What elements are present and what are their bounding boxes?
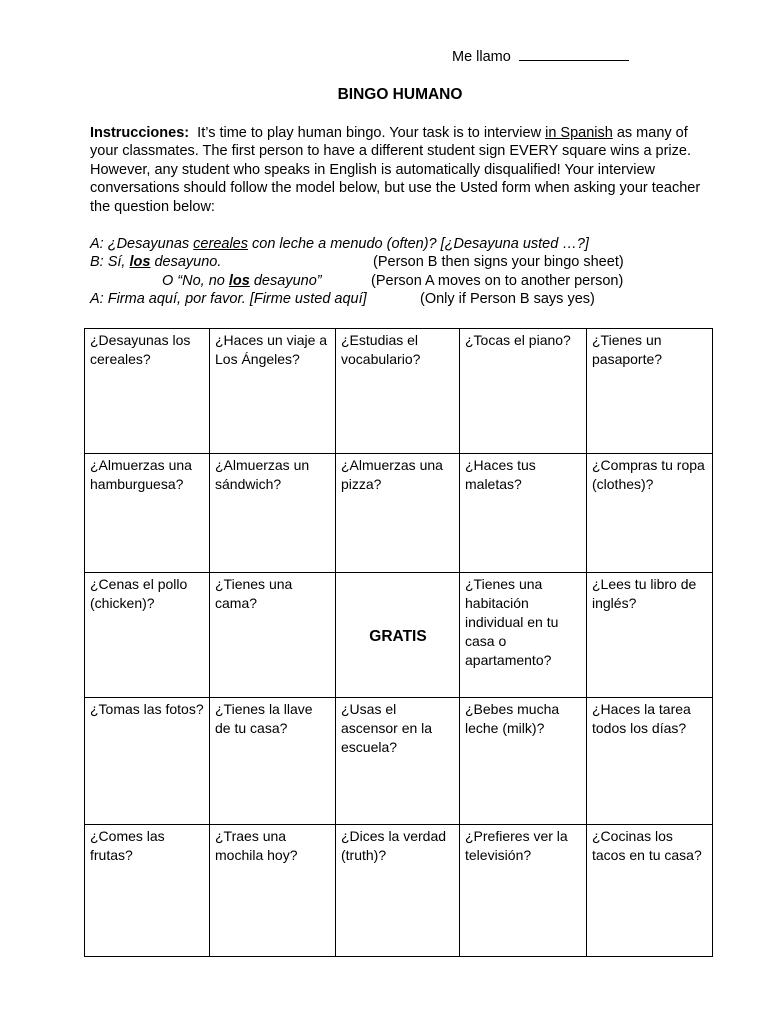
dialog-text: desayuno. bbox=[150, 254, 222, 271]
dialog-text: con leche a menudo (often)? [¿Desayuna usted …?] bbox=[247, 236, 589, 252]
bingo-square[interactable]: ¿Bebes mucha leche (milk)? bbox=[460, 698, 587, 825]
dialog-text: desayuno” bbox=[249, 272, 322, 289]
bingo-square[interactable]: ¿Cocinas los tacos en tu casa? bbox=[587, 825, 713, 957]
dialog-line-a1 bbox=[90, 235, 589, 253]
bingo-square[interactable]: ¿Almuerzas un sándwich? bbox=[210, 454, 336, 573]
instructions-text: It’s time to play human bingo. Your task is to interview bbox=[197, 125, 546, 141]
name-label: Me llamo bbox=[452, 49, 511, 65]
bingo-row bbox=[85, 573, 713, 698]
instructions-underlined: in Spanish bbox=[545, 125, 613, 141]
dialog-text: A: ¿Desayunas bbox=[90, 236, 194, 252]
bingo-square[interactable]: ¿Cenas el pollo (chicken)? bbox=[85, 573, 210, 698]
instructions bbox=[90, 124, 730, 216]
free-square[interactable]: GRATIS bbox=[336, 573, 460, 698]
bingo-square[interactable]: ¿Lees tu libro de inglés? bbox=[587, 573, 713, 698]
bingo-square[interactable]: ¿Compras tu ropa (clothes)? bbox=[587, 454, 713, 573]
bingo-square[interactable]: ¿Dices la verdad (truth)? bbox=[336, 825, 460, 957]
dialog-line-b2 bbox=[90, 272, 624, 290]
bingo-square[interactable]: ¿Almuerzas una hamburguesa? bbox=[85, 454, 210, 573]
page-title: BINGO HUMANO bbox=[337, 86, 463, 103]
bingo-square[interactable]: ¿Haces un viaje a Los Ángeles? bbox=[210, 329, 336, 454]
dialog-line-b1 bbox=[90, 253, 624, 271]
instructions-line-2: your classmates. The first person to have a different student sign EVERY square wins a prize. bbox=[90, 143, 691, 160]
name-blank-line[interactable] bbox=[519, 46, 629, 61]
bingo-square[interactable]: ¿Comes las frutas? bbox=[85, 825, 210, 957]
bingo-square[interactable]: ¿Tienes una cama? bbox=[210, 573, 336, 698]
bingo-square[interactable]: ¿Tomas las fotos? bbox=[85, 698, 210, 825]
bingo-grid bbox=[84, 328, 713, 957]
dialog-text: A: Firma aquí, por favor. [Firme usted aquí] bbox=[90, 290, 367, 307]
instructions-line-3: However, any student who speaks in English is automatically disqualified! Your interview bbox=[90, 161, 656, 178]
bingo-square[interactable]: ¿Usas el ascensor en la escuela? bbox=[336, 698, 460, 825]
instructions-text: as many of bbox=[612, 125, 688, 141]
bingo-square[interactable]: ¿Almuerzas una pizza? bbox=[336, 454, 460, 573]
bingo-row bbox=[85, 825, 713, 957]
instructions-line-5: the question below: bbox=[90, 198, 215, 215]
dialog-line-a2 bbox=[90, 290, 595, 308]
bingo-square[interactable]: ¿Desayunas los cereales? bbox=[85, 329, 210, 454]
bingo-square[interactable]: ¿Haces tus maletas? bbox=[460, 454, 587, 573]
bingo-square[interactable]: ¿Haces la tarea todos los días? bbox=[587, 698, 713, 825]
dialog-emphasis: los bbox=[228, 272, 250, 289]
dialog-note: (Only if Person B says yes) bbox=[420, 290, 595, 307]
dialog-text: B: Sí, bbox=[90, 254, 130, 271]
bingo-square[interactable]: ¿Estudias el vocabulario? bbox=[336, 329, 460, 454]
dialog-underlined: cereales bbox=[193, 236, 248, 252]
model-dialog bbox=[90, 235, 624, 308]
dialog-emphasis: los bbox=[129, 254, 151, 271]
instructions-line-4: conversations should follow the model below, but use the Usted form when asking your teacher bbox=[90, 180, 701, 197]
bingo-square[interactable]: ¿Tocas el piano? bbox=[460, 329, 587, 454]
dialog-note: (Person B then signs your bingo sheet) bbox=[373, 254, 624, 271]
bingo-square[interactable]: ¿Tienes una habitación individual en tu casa o apartamento? bbox=[460, 573, 587, 698]
instructions-label: Instrucciones: bbox=[90, 125, 190, 141]
dialog-note: (Person A moves on to another person) bbox=[371, 272, 624, 289]
bingo-row bbox=[85, 454, 713, 573]
bingo-square[interactable]: ¿Tienes un pasaporte? bbox=[587, 329, 713, 454]
bingo-square[interactable]: ¿Tienes la llave de tu casa? bbox=[210, 698, 336, 825]
dialog-text: O “No, no bbox=[162, 272, 229, 289]
bingo-row bbox=[85, 698, 713, 825]
bingo-square[interactable]: ¿Traes una mochila hoy? bbox=[210, 825, 336, 957]
name-field bbox=[452, 46, 629, 67]
bingo-square[interactable]: ¿Prefieres ver la televisión? bbox=[460, 825, 587, 957]
instructions-line-1 bbox=[90, 124, 730, 142]
bingo-row bbox=[85, 329, 713, 454]
